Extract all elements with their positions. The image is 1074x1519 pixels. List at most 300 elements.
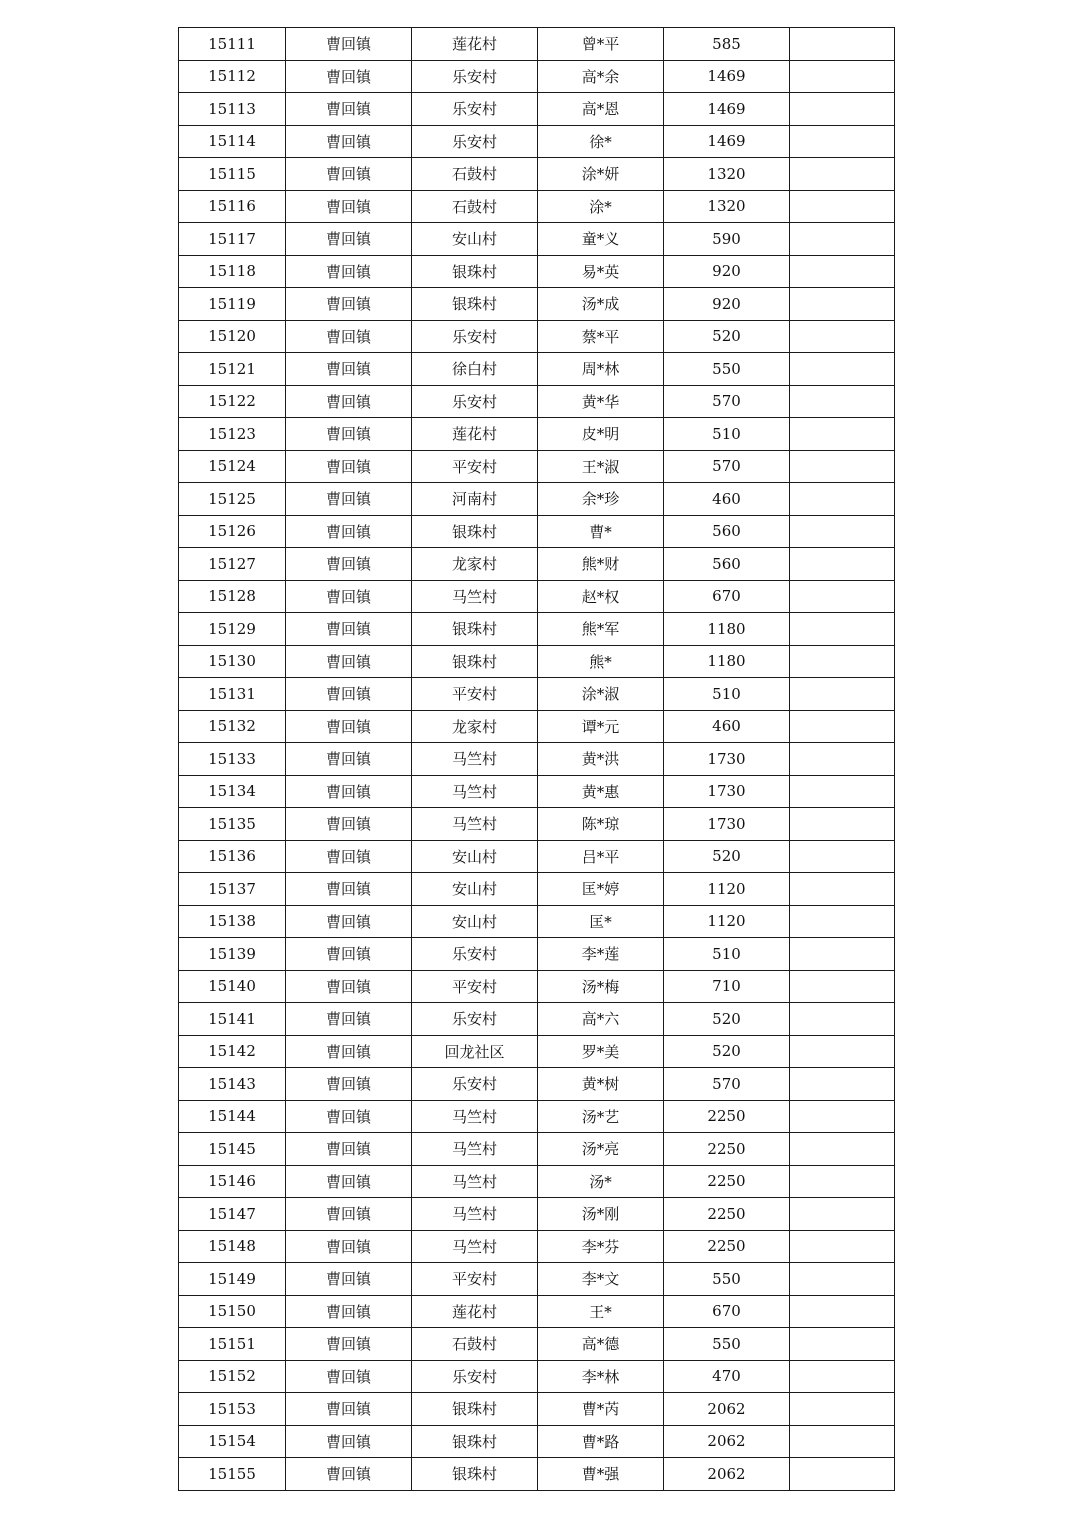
name-cell: 曹*芮 — [538, 1393, 664, 1426]
table-row — [179, 93, 895, 126]
serial-number-cell: 15129 — [179, 613, 286, 646]
name-cell: 黄*树 — [538, 1068, 664, 1101]
amount-cell: 920 — [664, 288, 790, 321]
table-row — [179, 548, 895, 581]
data-table — [178, 27, 895, 1491]
amount-cell: 670 — [664, 580, 790, 613]
name-cell: 熊*军 — [538, 613, 664, 646]
amount-cell: 2062 — [664, 1458, 790, 1491]
town-cell: 曹回镇 — [286, 320, 412, 353]
name-cell: 涂*妍 — [538, 158, 664, 191]
note-cell — [790, 775, 895, 808]
serial-number-cell: 15125 — [179, 483, 286, 516]
town-cell: 曹回镇 — [286, 190, 412, 223]
note-cell — [790, 353, 895, 386]
name-cell: 陈*琼 — [538, 808, 664, 841]
serial-number-cell: 15130 — [179, 645, 286, 678]
note-cell — [790, 255, 895, 288]
amount-cell: 470 — [664, 1360, 790, 1393]
table-row — [179, 60, 895, 93]
name-cell: 李*林 — [538, 1360, 664, 1393]
serial-number-cell: 15137 — [179, 873, 286, 906]
amount-cell: 2062 — [664, 1425, 790, 1458]
note-cell — [790, 125, 895, 158]
table-row — [179, 1328, 895, 1361]
village-cell: 银珠村 — [412, 613, 538, 646]
town-cell: 曹回镇 — [286, 613, 412, 646]
amount-cell: 520 — [664, 1035, 790, 1068]
name-cell: 赵*权 — [538, 580, 664, 613]
table-row — [179, 450, 895, 483]
amount-cell: 1730 — [664, 743, 790, 776]
village-cell: 马竺村 — [412, 580, 538, 613]
name-cell: 曾*平 — [538, 28, 664, 61]
table-row — [179, 353, 895, 386]
serial-number-cell: 15122 — [179, 385, 286, 418]
name-cell: 王* — [538, 1295, 664, 1328]
table-row — [179, 970, 895, 1003]
amount-cell: 1320 — [664, 190, 790, 223]
table-row — [179, 255, 895, 288]
note-cell — [790, 808, 895, 841]
name-cell: 曹*强 — [538, 1458, 664, 1491]
village-cell: 安山村 — [412, 873, 538, 906]
note-cell — [790, 1133, 895, 1166]
amount-cell: 2250 — [664, 1198, 790, 1231]
name-cell: 李*文 — [538, 1263, 664, 1296]
note-cell — [790, 190, 895, 223]
note-cell — [790, 1003, 895, 1036]
town-cell: 曹回镇 — [286, 1230, 412, 1263]
name-cell: 汤*亮 — [538, 1133, 664, 1166]
amount-cell: 585 — [664, 28, 790, 61]
note-cell — [790, 418, 895, 451]
amount-cell: 560 — [664, 515, 790, 548]
table-row — [179, 580, 895, 613]
village-cell: 平安村 — [412, 1263, 538, 1296]
amount-cell: 920 — [664, 255, 790, 288]
amount-cell: 570 — [664, 1068, 790, 1101]
amount-cell: 520 — [664, 840, 790, 873]
table-row — [179, 28, 895, 61]
name-cell: 余*珍 — [538, 483, 664, 516]
serial-number-cell: 15139 — [179, 938, 286, 971]
town-cell: 曹回镇 — [286, 580, 412, 613]
serial-number-cell: 15113 — [179, 93, 286, 126]
table-row — [179, 1035, 895, 1068]
town-cell: 曹回镇 — [286, 1328, 412, 1361]
serial-number-cell: 15124 — [179, 450, 286, 483]
note-cell — [790, 1165, 895, 1198]
note-cell — [790, 1068, 895, 1101]
table-row — [179, 1133, 895, 1166]
name-cell: 匡* — [538, 905, 664, 938]
amount-cell: 2250 — [664, 1165, 790, 1198]
name-cell: 曹* — [538, 515, 664, 548]
village-cell: 河南村 — [412, 483, 538, 516]
table-row — [179, 515, 895, 548]
town-cell: 曹回镇 — [286, 1360, 412, 1393]
village-cell: 马竺村 — [412, 1133, 538, 1166]
amount-cell: 550 — [664, 1328, 790, 1361]
name-cell: 高*恩 — [538, 93, 664, 126]
note-cell — [790, 873, 895, 906]
village-cell: 石鼓村 — [412, 1328, 538, 1361]
note-cell — [790, 450, 895, 483]
village-cell: 银珠村 — [412, 255, 538, 288]
name-cell: 汤* — [538, 1165, 664, 1198]
table-row — [179, 483, 895, 516]
table-row — [179, 1458, 895, 1491]
amount-cell: 1469 — [664, 60, 790, 93]
table-row — [179, 385, 895, 418]
amount-cell: 2250 — [664, 1230, 790, 1263]
serial-number-cell: 15119 — [179, 288, 286, 321]
note-cell — [790, 613, 895, 646]
note-cell — [790, 905, 895, 938]
town-cell: 曹回镇 — [286, 938, 412, 971]
amount-cell: 1120 — [664, 873, 790, 906]
note-cell — [790, 223, 895, 256]
name-cell: 李*莲 — [538, 938, 664, 971]
note-cell — [790, 840, 895, 873]
amount-cell: 1730 — [664, 775, 790, 808]
name-cell: 易*英 — [538, 255, 664, 288]
note-cell — [790, 320, 895, 353]
note-cell — [790, 743, 895, 776]
serial-number-cell: 15133 — [179, 743, 286, 776]
village-cell: 银珠村 — [412, 1458, 538, 1491]
table-row — [179, 710, 895, 743]
name-cell: 罗*美 — [538, 1035, 664, 1068]
town-cell: 曹回镇 — [286, 1263, 412, 1296]
town-cell: 曹回镇 — [286, 158, 412, 191]
village-cell: 乐安村 — [412, 60, 538, 93]
village-cell: 乐安村 — [412, 1068, 538, 1101]
amount-cell: 460 — [664, 710, 790, 743]
serial-number-cell: 15121 — [179, 353, 286, 386]
village-cell: 银珠村 — [412, 1425, 538, 1458]
serial-number-cell: 15147 — [179, 1198, 286, 1231]
amount-cell: 2250 — [664, 1100, 790, 1133]
table-row — [179, 158, 895, 191]
village-cell: 乐安村 — [412, 1003, 538, 1036]
name-cell: 高*六 — [538, 1003, 664, 1036]
table-row — [179, 905, 895, 938]
town-cell: 曹回镇 — [286, 1198, 412, 1231]
town-cell: 曹回镇 — [286, 808, 412, 841]
village-cell: 乐安村 — [412, 938, 538, 971]
serial-number-cell: 15136 — [179, 840, 286, 873]
serial-number-cell: 15142 — [179, 1035, 286, 1068]
table-row — [179, 873, 895, 906]
note-cell — [790, 60, 895, 93]
amount-cell: 510 — [664, 418, 790, 451]
town-cell: 曹回镇 — [286, 1425, 412, 1458]
serial-number-cell: 15126 — [179, 515, 286, 548]
town-cell: 曹回镇 — [286, 418, 412, 451]
table-row — [179, 125, 895, 158]
name-cell: 熊*财 — [538, 548, 664, 581]
note-cell — [790, 580, 895, 613]
town-cell: 曹回镇 — [286, 288, 412, 321]
amount-cell: 590 — [664, 223, 790, 256]
table-row — [179, 775, 895, 808]
name-cell: 汤*艺 — [538, 1100, 664, 1133]
serial-number-cell: 15140 — [179, 970, 286, 1003]
note-cell — [790, 645, 895, 678]
village-cell: 银珠村 — [412, 288, 538, 321]
village-cell: 马竺村 — [412, 1100, 538, 1133]
name-cell: 涂* — [538, 190, 664, 223]
serial-number-cell: 15144 — [179, 1100, 286, 1133]
note-cell — [790, 1328, 895, 1361]
name-cell: 李*芬 — [538, 1230, 664, 1263]
serial-number-cell: 15145 — [179, 1133, 286, 1166]
village-cell: 马竺村 — [412, 775, 538, 808]
village-cell: 平安村 — [412, 450, 538, 483]
village-cell: 马竺村 — [412, 1230, 538, 1263]
note-cell — [790, 938, 895, 971]
town-cell: 曹回镇 — [286, 1165, 412, 1198]
village-cell: 乐安村 — [412, 93, 538, 126]
serial-number-cell: 15150 — [179, 1295, 286, 1328]
amount-cell: 510 — [664, 678, 790, 711]
town-cell: 曹回镇 — [286, 483, 412, 516]
village-cell: 安山村 — [412, 840, 538, 873]
serial-number-cell: 15131 — [179, 678, 286, 711]
serial-number-cell: 15146 — [179, 1165, 286, 1198]
note-cell — [790, 1425, 895, 1458]
table-row — [179, 1165, 895, 1198]
serial-number-cell: 15155 — [179, 1458, 286, 1491]
town-cell: 曹回镇 — [286, 678, 412, 711]
note-cell — [790, 1035, 895, 1068]
town-cell: 曹回镇 — [286, 60, 412, 93]
serial-number-cell: 15112 — [179, 60, 286, 93]
note-cell — [790, 710, 895, 743]
amount-cell: 550 — [664, 353, 790, 386]
town-cell: 曹回镇 — [286, 873, 412, 906]
amount-cell: 460 — [664, 483, 790, 516]
serial-number-cell: 15148 — [179, 1230, 286, 1263]
serial-number-cell: 15138 — [179, 905, 286, 938]
town-cell: 曹回镇 — [286, 1035, 412, 1068]
village-cell: 莲花村 — [412, 28, 538, 61]
town-cell: 曹回镇 — [286, 385, 412, 418]
town-cell: 曹回镇 — [286, 970, 412, 1003]
table-row — [179, 1393, 895, 1426]
village-cell: 马竺村 — [412, 1165, 538, 1198]
table-row — [179, 1100, 895, 1133]
amount-cell: 550 — [664, 1263, 790, 1296]
note-cell — [790, 93, 895, 126]
amount-cell: 2250 — [664, 1133, 790, 1166]
serial-number-cell: 15152 — [179, 1360, 286, 1393]
town-cell: 曹回镇 — [286, 645, 412, 678]
amount-cell: 1730 — [664, 808, 790, 841]
note-cell — [790, 1458, 895, 1491]
serial-number-cell: 15120 — [179, 320, 286, 353]
note-cell — [790, 515, 895, 548]
table-row — [179, 1295, 895, 1328]
table-row — [179, 1198, 895, 1231]
serial-number-cell: 15153 — [179, 1393, 286, 1426]
name-cell: 谭*元 — [538, 710, 664, 743]
table-row — [179, 288, 895, 321]
serial-number-cell: 15117 — [179, 223, 286, 256]
serial-number-cell: 15154 — [179, 1425, 286, 1458]
serial-number-cell: 15134 — [179, 775, 286, 808]
serial-number-cell: 15151 — [179, 1328, 286, 1361]
table-row — [179, 938, 895, 971]
town-cell: 曹回镇 — [286, 1393, 412, 1426]
village-cell: 徐白村 — [412, 353, 538, 386]
table-row — [179, 1068, 895, 1101]
name-cell: 匡*婷 — [538, 873, 664, 906]
name-cell: 蔡*平 — [538, 320, 664, 353]
amount-cell: 510 — [664, 938, 790, 971]
town-cell: 曹回镇 — [286, 28, 412, 61]
village-cell: 莲花村 — [412, 418, 538, 451]
table-row — [179, 613, 895, 646]
name-cell: 熊* — [538, 645, 664, 678]
amount-cell: 1120 — [664, 905, 790, 938]
amount-cell: 1180 — [664, 645, 790, 678]
name-cell: 汤*梅 — [538, 970, 664, 1003]
note-cell — [790, 158, 895, 191]
amount-cell: 670 — [664, 1295, 790, 1328]
table-row — [179, 678, 895, 711]
table-row — [179, 645, 895, 678]
name-cell: 皮*明 — [538, 418, 664, 451]
town-cell: 曹回镇 — [286, 223, 412, 256]
name-cell: 吕*平 — [538, 840, 664, 873]
amount-cell: 2062 — [664, 1393, 790, 1426]
town-cell: 曹回镇 — [286, 515, 412, 548]
name-cell: 黄*惠 — [538, 775, 664, 808]
name-cell: 王*淑 — [538, 450, 664, 483]
serial-number-cell: 15114 — [179, 125, 286, 158]
table-row — [179, 1360, 895, 1393]
note-cell — [790, 288, 895, 321]
village-cell: 马竺村 — [412, 743, 538, 776]
town-cell: 曹回镇 — [286, 905, 412, 938]
amount-cell: 1469 — [664, 125, 790, 158]
table-row — [179, 1263, 895, 1296]
table-row — [179, 1230, 895, 1263]
serial-number-cell: 15128 — [179, 580, 286, 613]
town-cell: 曹回镇 — [286, 743, 412, 776]
table-row — [179, 190, 895, 223]
name-cell: 高*余 — [538, 60, 664, 93]
table-row — [179, 808, 895, 841]
village-cell: 平安村 — [412, 678, 538, 711]
note-cell — [790, 1295, 895, 1328]
town-cell: 曹回镇 — [286, 255, 412, 288]
town-cell: 曹回镇 — [286, 1133, 412, 1166]
amount-cell: 710 — [664, 970, 790, 1003]
village-cell: 马竺村 — [412, 1198, 538, 1231]
village-cell: 平安村 — [412, 970, 538, 1003]
table-row — [179, 1003, 895, 1036]
note-cell — [790, 1198, 895, 1231]
table-row — [179, 320, 895, 353]
village-cell: 马竺村 — [412, 808, 538, 841]
table-body — [179, 28, 895, 1491]
table-row — [179, 1425, 895, 1458]
name-cell: 童*义 — [538, 223, 664, 256]
village-cell: 银珠村 — [412, 1393, 538, 1426]
amount-cell: 1180 — [664, 613, 790, 646]
village-cell: 莲花村 — [412, 1295, 538, 1328]
village-cell: 乐安村 — [412, 125, 538, 158]
serial-number-cell: 15143 — [179, 1068, 286, 1101]
village-cell: 龙家村 — [412, 710, 538, 743]
serial-number-cell: 15132 — [179, 710, 286, 743]
village-cell: 安山村 — [412, 905, 538, 938]
name-cell: 汤*成 — [538, 288, 664, 321]
town-cell: 曹回镇 — [286, 548, 412, 581]
serial-number-cell: 15111 — [179, 28, 286, 61]
note-cell — [790, 1393, 895, 1426]
village-cell: 乐安村 — [412, 385, 538, 418]
name-cell: 周*林 — [538, 353, 664, 386]
note-cell — [790, 1263, 895, 1296]
name-cell: 涂*淑 — [538, 678, 664, 711]
name-cell: 黄*洪 — [538, 743, 664, 776]
town-cell: 曹回镇 — [286, 1295, 412, 1328]
town-cell: 曹回镇 — [286, 353, 412, 386]
town-cell: 曹回镇 — [286, 710, 412, 743]
town-cell: 曹回镇 — [286, 125, 412, 158]
serial-number-cell: 15135 — [179, 808, 286, 841]
town-cell: 曹回镇 — [286, 840, 412, 873]
table-row — [179, 418, 895, 451]
village-cell: 乐安村 — [412, 1360, 538, 1393]
name-cell: 汤*刚 — [538, 1198, 664, 1231]
serial-number-cell: 15123 — [179, 418, 286, 451]
town-cell: 曹回镇 — [286, 1068, 412, 1101]
note-cell — [790, 385, 895, 418]
serial-number-cell: 15149 — [179, 1263, 286, 1296]
amount-cell: 520 — [664, 1003, 790, 1036]
amount-cell: 1320 — [664, 158, 790, 191]
note-cell — [790, 970, 895, 1003]
note-cell — [790, 1230, 895, 1263]
amount-cell: 1469 — [664, 93, 790, 126]
village-cell: 石鼓村 — [412, 190, 538, 223]
village-cell: 银珠村 — [412, 515, 538, 548]
town-cell: 曹回镇 — [286, 1100, 412, 1133]
table-row — [179, 223, 895, 256]
serial-number-cell: 15118 — [179, 255, 286, 288]
note-cell — [790, 1100, 895, 1133]
village-cell: 安山村 — [412, 223, 538, 256]
table-row — [179, 743, 895, 776]
note-cell — [790, 483, 895, 516]
note-cell — [790, 1360, 895, 1393]
name-cell: 黄*华 — [538, 385, 664, 418]
town-cell: 曹回镇 — [286, 450, 412, 483]
amount-cell: 570 — [664, 385, 790, 418]
village-cell: 石鼓村 — [412, 158, 538, 191]
name-cell: 徐* — [538, 125, 664, 158]
serial-number-cell: 15115 — [179, 158, 286, 191]
table-row — [179, 840, 895, 873]
village-cell: 龙家村 — [412, 548, 538, 581]
name-cell: 高*德 — [538, 1328, 664, 1361]
